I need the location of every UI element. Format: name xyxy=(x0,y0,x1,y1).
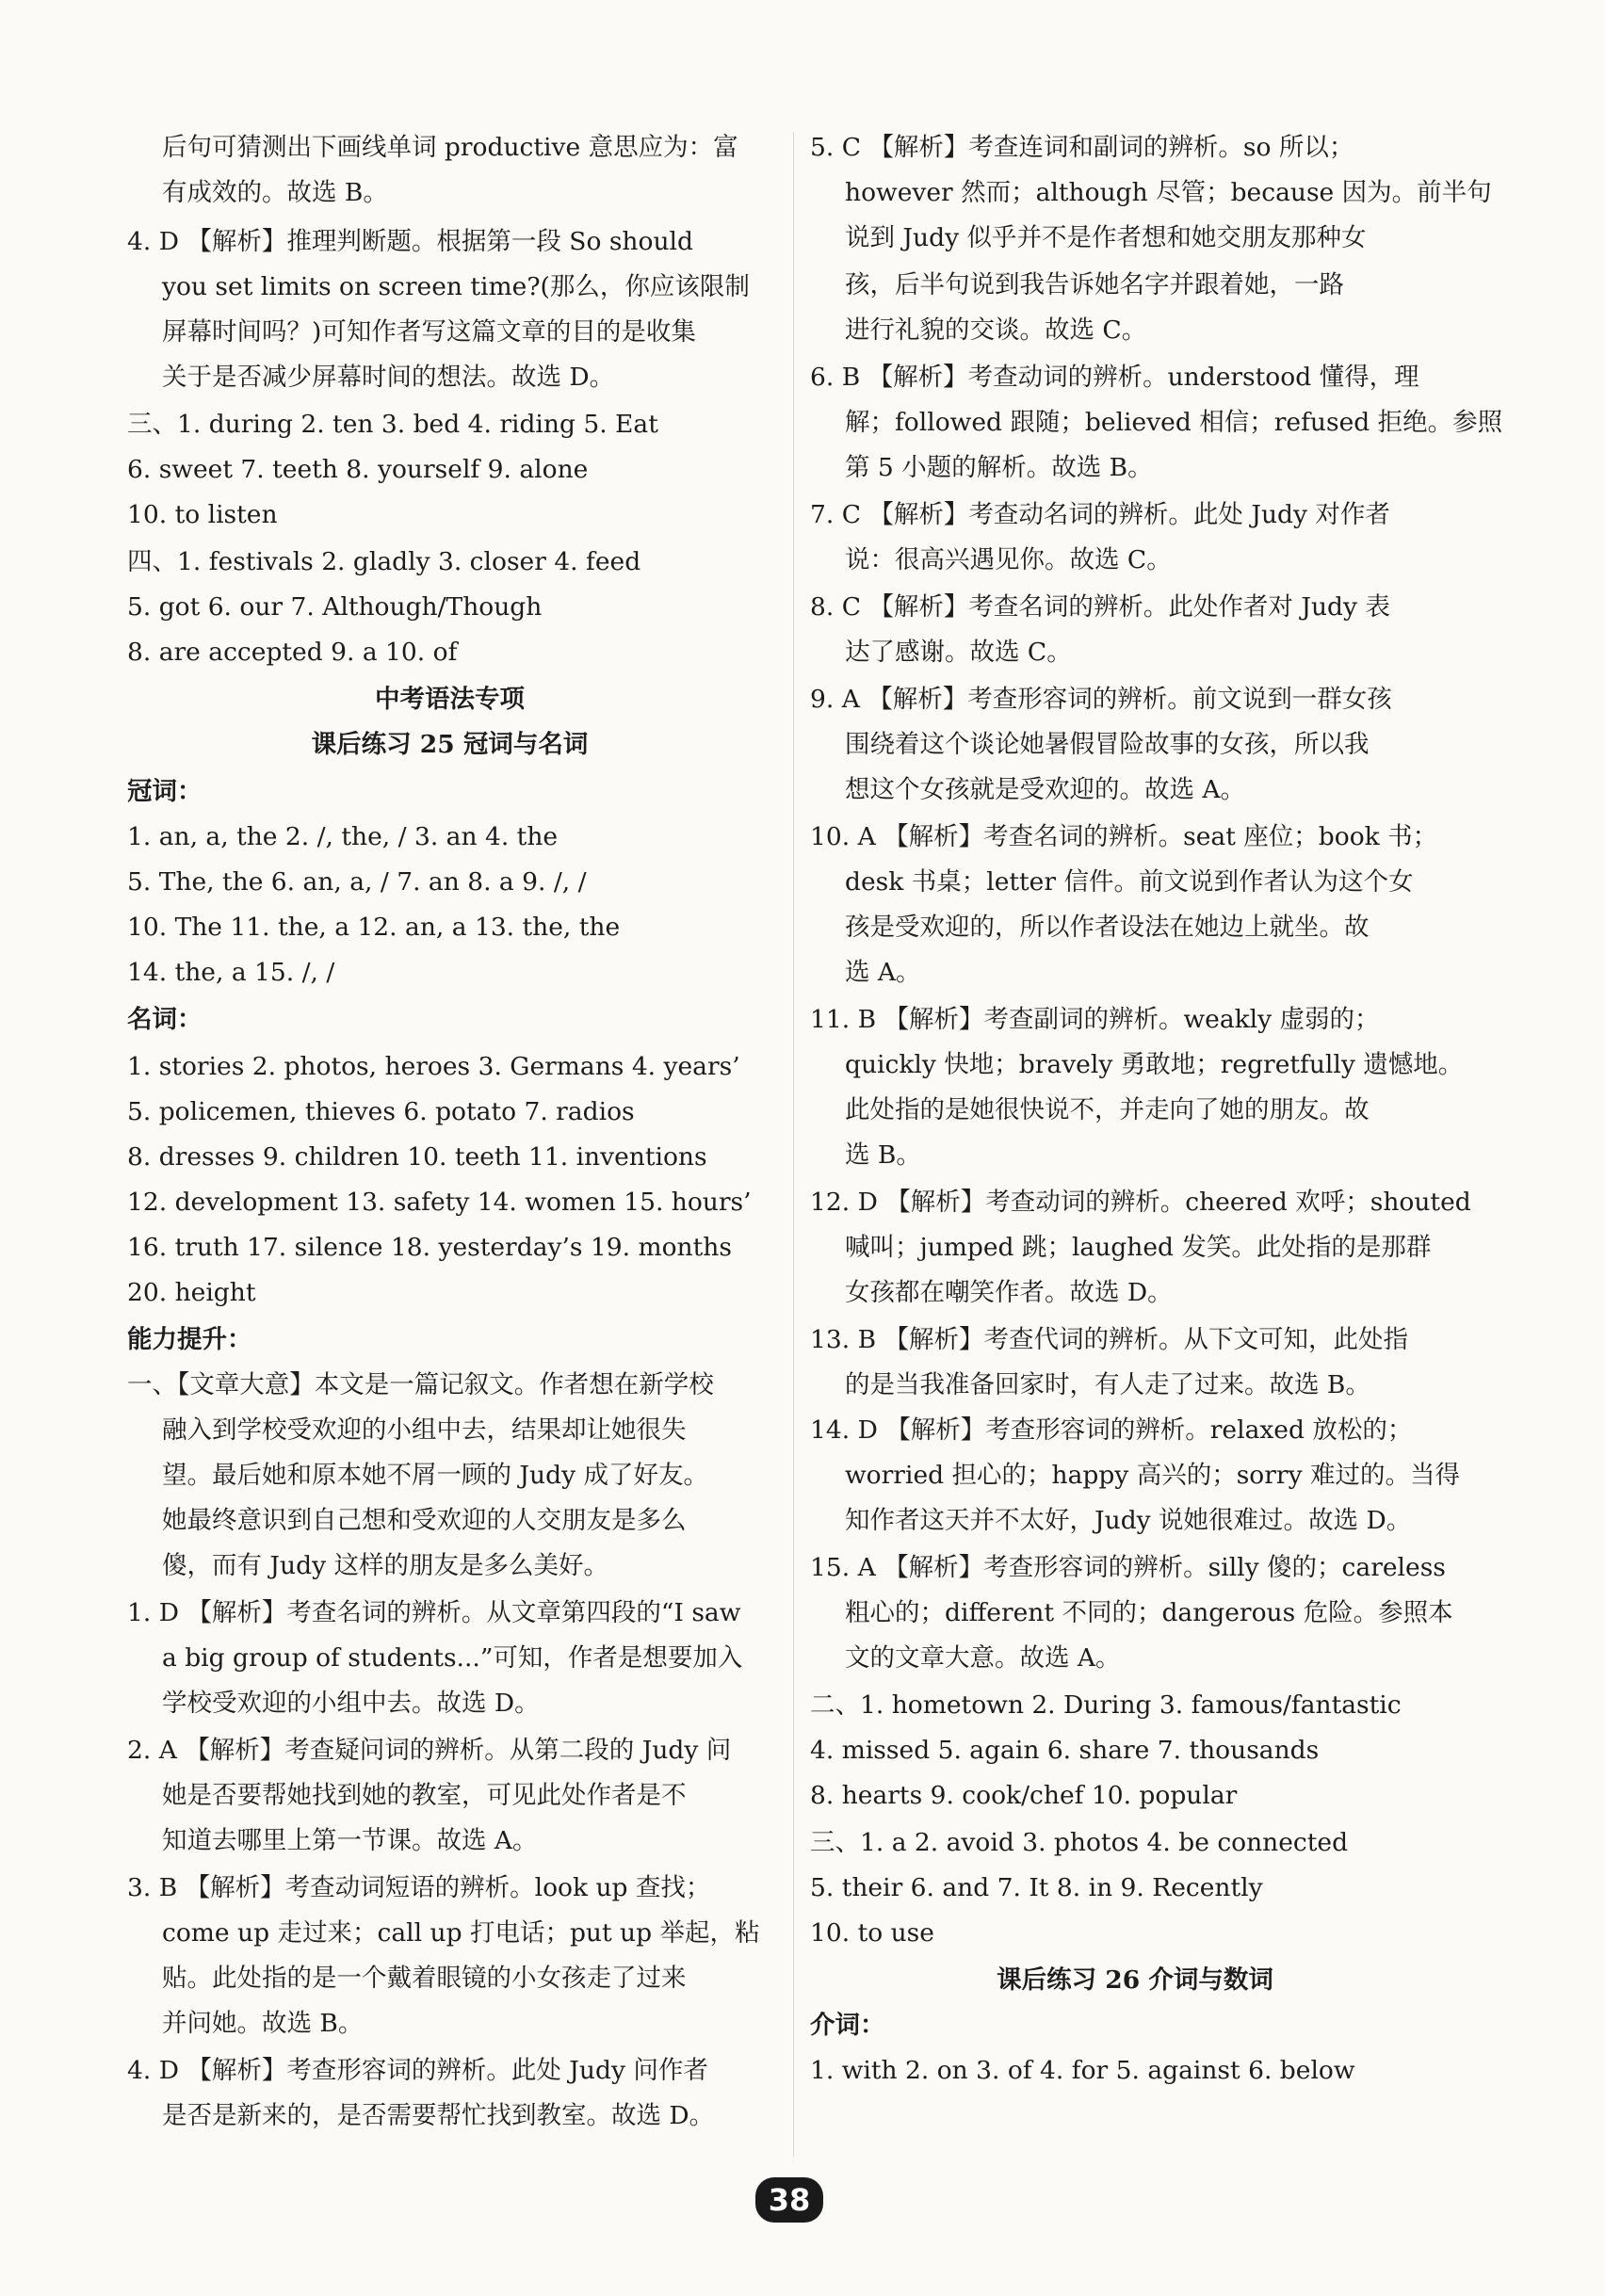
right-column-line: 喊叫；jumped 跳；laughed 发笑。此处指的是那群 xyxy=(845,1233,1432,1262)
left-column-line: 8. dresses 9. children 10. teeth 11. inventions xyxy=(127,1142,707,1172)
right-column-line: 5. C 【解析】考查连词和副词的辨析。so 所以； xyxy=(810,133,1354,162)
right-column-line: 达了感谢。故选 C。 xyxy=(845,638,1072,667)
right-column-line: 10. A 【解析】考查名词的辨析。seat 座位；book 书； xyxy=(810,822,1438,851)
left-column-line: 4. D 【解析】推理判断题。根据第一段 So should xyxy=(127,227,693,256)
left-column-line: 学校受欢迎的小组中去。故选 D。 xyxy=(162,1689,540,1718)
left-column-line: you set limits on screen time?(那么，你应该限制 xyxy=(162,272,750,301)
left-column-line: 3. B 【解析】考查动词短语的辨析。look up 查找； xyxy=(127,1873,711,1902)
right-column-line: 介词： xyxy=(810,2011,885,2040)
left-column-line: 名词： xyxy=(127,1005,203,1034)
left-column-line: 20. height xyxy=(127,1278,256,1307)
right-column-line: however 然而；although 尽管；because 因为。前半句 xyxy=(845,178,1492,207)
right-column-line: 13. B 【解析】考查代词的辨析。从下文可知，此处指 xyxy=(810,1325,1408,1354)
right-column-line: 9. A 【解析】考查形容词的辨析。前文说到一群女孩 xyxy=(810,685,1392,714)
right-column-line: 1. with 2. on 3. of 4. for 5. against 6. below xyxy=(810,2056,1355,2085)
right-column-line: 解；followed 跟随；believed 相信；refused 拒绝。参照 xyxy=(845,408,1503,437)
right-column-line: 8. C 【解析】考查名词的辨析。此处作者对 Judy 表 xyxy=(810,592,1390,622)
right-column-line: 11. B 【解析】考查副词的辨析。weakly 虚弱的； xyxy=(810,1005,1380,1034)
left-column-line: 有成效的。故选 B。 xyxy=(162,178,388,207)
right-column-line: 14. D 【解析】考查形容词的辨析。relaxed 放松的； xyxy=(810,1415,1413,1445)
right-column-line: 围绕着这个谈论她暑假冒险故事的女孩，所以我 xyxy=(845,730,1370,759)
right-column-line: 4. missed 5. again 6. share 7. thousands xyxy=(810,1736,1320,1765)
left-column-line: 5. The, the 6. an, a, / 7. an 8. a 9. /, / xyxy=(127,867,587,897)
right-column-line: 课后练习 26 介词与数词 xyxy=(997,1965,1273,1995)
left-column-line: 后句可猜测出下画线单词 productive 意思应为：富 xyxy=(162,133,738,162)
column-divider xyxy=(793,132,794,2157)
left-column-line: 14. the, a 15. /, / xyxy=(127,958,335,987)
right-column-line: 10. to use xyxy=(810,1918,934,1948)
right-column-line: 15. A 【解析】考查形容词的辨析。silly 傻的；careless xyxy=(810,1553,1446,1582)
left-column-line: 融入到学校受欢迎的小组中去，结果却让她很失 xyxy=(162,1415,687,1445)
left-column-line: 她是否要帮她找到她的教室，可见此处作者是不 xyxy=(162,1781,687,1810)
left-column-line: 三、1. during 2. ten 3. bed 4. riding 5. Eat xyxy=(127,410,658,439)
right-column-line: 三、1. a 2. avoid 3. photos 4. be connected xyxy=(810,1828,1349,1857)
left-column-line: 关于是否减少屏幕时间的想法。故选 D。 xyxy=(162,363,615,392)
left-column-line: 四、1. festivals 2. gladly 3. closer 4. feed xyxy=(127,547,641,576)
right-column-line: 7. C 【解析】考查动名词的辨析。此处 Judy 对作者 xyxy=(810,500,1390,529)
left-column-line: 1. an, a, the 2. /, the, / 3. an 4. the xyxy=(127,822,559,851)
left-column-line: 5. got 6. our 7. Although/Though xyxy=(127,592,543,622)
left-column-line: 1. stories 2. photos, heroes 3. Germans 4. years’ xyxy=(127,1052,740,1081)
right-column-line: desk 书桌；letter 信件。前文说到作者认为这个女 xyxy=(845,867,1414,897)
right-column-line: 二、1. hometown 2. During 3. famous/fantastic xyxy=(810,1690,1402,1720)
right-column-line: 女孩都在嘲笑作者。故选 D。 xyxy=(845,1278,1173,1307)
right-column-line: quickly 快地；bravely 勇敢地；regretfully 遗憾地。 xyxy=(845,1050,1464,1079)
left-column-line: 并问她。故选 B。 xyxy=(162,2009,364,2038)
left-column-line: 一、【文章大意】本文是一篇记叙文。作者想在新学校 xyxy=(127,1370,714,1399)
left-column-line: 她最终意识到自己想和受欢迎的人交朋友是多么 xyxy=(162,1506,687,1535)
right-column-line: 此处指的是她很快说不，并走向了她的朋友。故 xyxy=(845,1095,1370,1124)
right-column-line: 说到 Judy 似乎并不是作者想和她交朋友那种女 xyxy=(845,223,1367,252)
left-column-line: 5. policemen, thieves 6. potato 7. radios xyxy=(127,1097,635,1126)
right-column-line: 知作者这天并不太好，Judy 说她很难过。故选 D。 xyxy=(845,1506,1412,1535)
left-column-line: 傻，而有 Judy 这样的朋友是多么美好。 xyxy=(162,1551,608,1580)
right-column-line: 孩是受欢迎的，所以作者设法在她边上就坐。故 xyxy=(845,913,1370,942)
left-column-line: a big group of students...”可知，作者是想要加入 xyxy=(162,1643,743,1673)
right-column-line: 进行礼貌的交谈。故选 C。 xyxy=(845,315,1147,345)
right-column-line: 第 5 小题的解析。故选 B。 xyxy=(845,453,1153,482)
right-column-line: 文的文章大意。故选 A。 xyxy=(845,1643,1121,1673)
right-column-line: 8. hearts 9. cook/chef 10. popular xyxy=(810,1781,1238,1810)
left-column-line: 1. D 【解析】考查名词的辨析。从文章第四段的“I saw xyxy=(127,1598,741,1627)
right-column-line: 粗心的；different 不同的；dangerous 危险。参照本 xyxy=(845,1598,1453,1627)
left-column-line: 知道去哪里上第一节课。故选 A。 xyxy=(162,1826,538,1855)
right-column-line: 说：很高兴遇见你。故选 C。 xyxy=(845,545,1172,574)
page-number: 38 xyxy=(755,2177,823,2223)
left-column-line: 4. D 【解析】考查形容词的辨析。此处 Judy 问作者 xyxy=(127,2056,708,2085)
left-column-line: 贴。此处指的是一个戴着眼镜的小女孩走了过来 xyxy=(162,1964,687,1993)
right-column-line: 选 A。 xyxy=(845,958,921,987)
left-column-line: come up 走过来；call up 打电话；put up 举起，粘 xyxy=(162,1918,760,1948)
left-column-line: 是否是新来的，是否需要帮忙找到教室。故选 D。 xyxy=(162,2101,715,2130)
left-column-line: 望。最后她和原本她不屑一顾的 Judy 成了好友。 xyxy=(162,1461,708,1490)
left-column-line: 能力提升： xyxy=(127,1325,252,1354)
left-column-line: 中考语法专项 xyxy=(375,685,525,714)
left-column-line: 冠词： xyxy=(127,777,203,806)
right-column-line: worried 担心的；happy 高兴的；sorry 难过的。当得 xyxy=(845,1461,1460,1490)
left-column-line: 10. The 11. the, a 12. an, a 13. the, the xyxy=(127,913,621,942)
left-column-line: 屏幕时间吗？)可知作者写这篇文章的目的是收集 xyxy=(162,317,696,347)
left-column-line: 6. sweet 7. teeth 8. yourself 9. alone xyxy=(127,455,589,484)
right-column-line: 孩，后半句说到我告诉她名字并跟着她，一路 xyxy=(845,270,1344,299)
left-column-line: 10. to listen xyxy=(127,500,278,529)
left-column-line: 课后练习 25 冠词与名词 xyxy=(311,730,589,759)
right-column-line: 的是当我准备回家时，有人走了过来。故选 B。 xyxy=(845,1370,1370,1399)
right-column-line: 12. D 【解析】考查动词的辨析。cheered 欢呼；shouted xyxy=(810,1188,1471,1217)
left-column-line: 12. development 13. safety 14. women 15. hours’ xyxy=(127,1188,752,1217)
right-column-line: 选 B。 xyxy=(845,1140,921,1170)
right-column-line: 5. their 6. and 7. It 8. in 9. Recently xyxy=(810,1873,1263,1902)
right-column-line: 想这个女孩就是受欢迎的。故选 A。 xyxy=(845,775,1246,804)
left-column-line: 16. truth 17. silence 18. yesterday’s 19. months xyxy=(127,1233,732,1262)
left-column-line: 8. are accepted 9. a 10. of xyxy=(127,638,458,667)
left-column-line: 2. A 【解析】考查疑问词的辨析。从第二段的 Judy 问 xyxy=(127,1736,732,1765)
right-column-line: 6. B 【解析】考查动词的辨析。understood 懂得，理 xyxy=(810,363,1419,392)
